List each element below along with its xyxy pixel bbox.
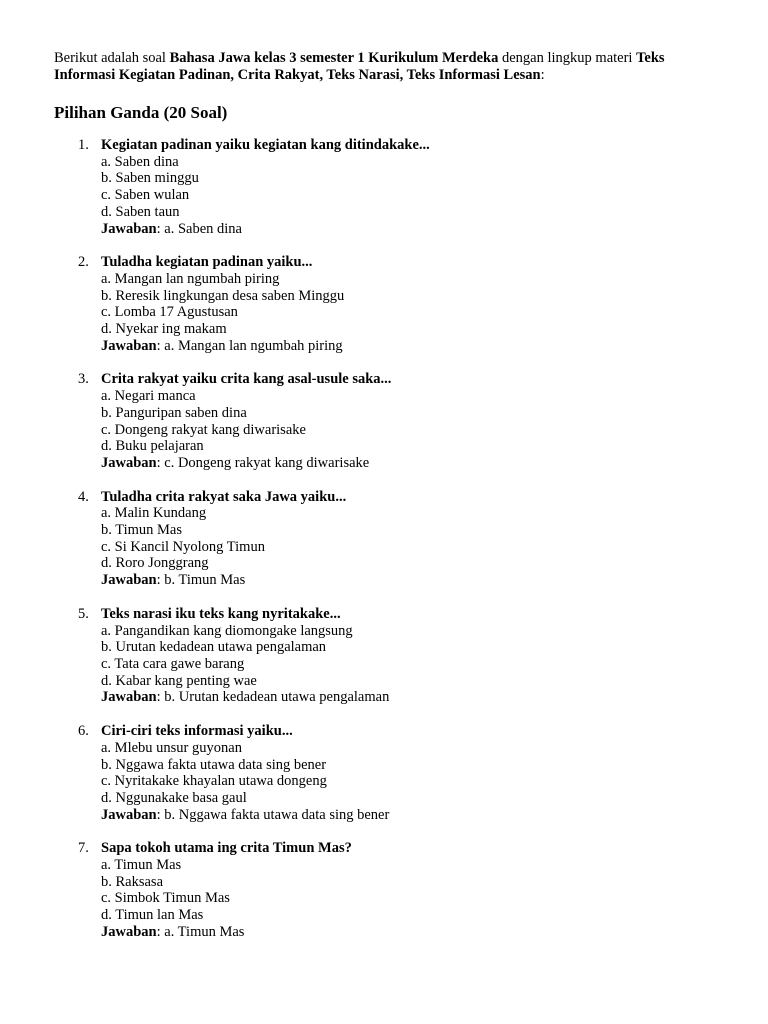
answer-option: b. Saben minggu	[101, 170, 199, 187]
question-number: 5.	[78, 605, 89, 622]
answer-option: c. Nyritakake khayalan utawa dongeng	[101, 773, 327, 790]
answer-key	[101, 455, 714, 472]
intro-text-2: dengan lingkup materi	[498, 50, 637, 66]
answer-option: d. Kabar kang penting wae	[101, 672, 257, 689]
answer-option: a. Mangan lan ngumbah piring	[101, 270, 280, 287]
answer-value: : a. Saben dina	[156, 220, 242, 237]
answer-key	[101, 338, 714, 355]
answer-option: a. Mlebu unsur guyonan	[101, 739, 242, 756]
answer-option: a. Timun Mas	[101, 857, 182, 874]
answer-option: c. Lomba 17 Agustusan	[101, 304, 238, 321]
question-item	[54, 606, 714, 706]
answer-option: b. Raksasa	[101, 873, 164, 890]
question-number: 2.	[78, 254, 89, 271]
question-text: Sapa tokoh utama ing crita Timun Mas?	[101, 840, 352, 857]
answer-option: d. Roro Jonggrang	[101, 555, 209, 572]
question-text: Teks narasi iku teks kang nyritakake...	[101, 605, 341, 622]
answer-label: Jawaban	[101, 220, 157, 237]
answer-key	[101, 572, 714, 589]
intro-paragraph	[54, 50, 714, 84]
answer-value: : b. Urutan kedadean utawa pengalaman	[156, 689, 390, 706]
answer-option: b. Nggawa fakta utawa data sing bener	[101, 756, 327, 773]
answer-option: c. Si Kancil Nyolong Timun	[101, 538, 265, 555]
intro-text-3: :	[540, 67, 545, 83]
answer-option: b. Panguripan saben dina	[101, 404, 247, 421]
question-item	[54, 371, 714, 471]
question-number: 6.	[78, 723, 89, 740]
question-item	[54, 489, 714, 589]
question-text: Tuladha crita rakyat saka Jawa yaiku...	[101, 488, 347, 505]
answer-option: a. Saben dina	[101, 153, 179, 170]
section-title: Pilihan Ganda (20 Soal)	[54, 103, 228, 122]
question-number: 3.	[78, 371, 89, 388]
question-item	[54, 137, 714, 237]
answer-option: d. Buku pelajaran	[101, 438, 204, 455]
question-item	[54, 254, 714, 354]
question-number: 1.	[78, 137, 89, 153]
answer-option: c. Simbok Timun Mas	[101, 890, 230, 907]
answer-value: : a. Mangan lan ngumbah piring	[156, 337, 343, 354]
answer-key	[101, 924, 714, 941]
answer-value: : b. Timun Mas	[156, 572, 246, 589]
answer-option: d. Nggunakake basa gaul	[101, 789, 247, 806]
answer-label: Jawaban	[101, 806, 157, 823]
answer-option: c. Dongeng rakyat kang diwarisake	[101, 421, 306, 438]
question-text: Tuladha kegiatan padinan yaiku...	[101, 254, 313, 271]
answer-value: : c. Dongeng rakyat kang diwarisake	[156, 454, 370, 471]
answer-option: c. Tata cara gawe barang	[101, 655, 245, 672]
intro-text-1: Berikut adalah soal	[54, 50, 170, 66]
answer-option: b. Reresik lingkungan desa saben Minggu	[101, 287, 345, 304]
answer-key	[101, 221, 714, 238]
answer-option: c. Saben wulan	[101, 187, 190, 204]
answer-label: Jawaban	[101, 689, 157, 706]
answer-option: d. Nyekar ing makam	[101, 321, 227, 338]
intro-bold-scope: Teks Informasi Kegiatan Padinan, Crita Rakyat, Teks Narasi, Teks Informasi Lesan	[54, 50, 665, 83]
answer-option: a. Malin Kundang	[101, 505, 207, 522]
answer-label: Jawaban	[101, 337, 157, 354]
question-text: Crita rakyat yaiku crita kang asal-usule saka...	[101, 371, 392, 388]
answer-value: : b. Nggawa fakta utawa data sing bener	[156, 806, 390, 823]
answer-label: Jawaban	[101, 454, 157, 471]
answer-key	[101, 689, 714, 706]
question-number: 7.	[78, 840, 89, 857]
answer-label: Jawaban	[101, 923, 157, 940]
answer-option: b. Timun Mas	[101, 522, 182, 539]
answer-option: d. Timun lan Mas	[101, 907, 204, 924]
question-text: Ciri-ciri teks informasi yaiku...	[101, 723, 293, 740]
question-item	[54, 840, 714, 940]
answer-option: a. Pangandikan kang diomongake langsung	[101, 622, 353, 639]
question-item	[54, 723, 714, 823]
answer-option: a. Negari manca	[101, 388, 196, 405]
answer-key	[101, 807, 714, 824]
answer-value: : a. Timun Mas	[156, 923, 245, 940]
question-list	[54, 137, 714, 941]
answer-label: Jawaban	[101, 572, 157, 589]
question-number: 4.	[78, 488, 89, 505]
answer-option: d. Saben taun	[101, 203, 180, 220]
answer-option: b. Urutan kedadean utawa pengalaman	[101, 639, 327, 656]
intro-bold-subject: Bahasa Jawa kelas 3 semester 1 Kurikulum Merdeka	[169, 50, 499, 66]
question-text: Kegiatan padinan yaiku kegiatan kang ditindakake...	[101, 137, 430, 153]
